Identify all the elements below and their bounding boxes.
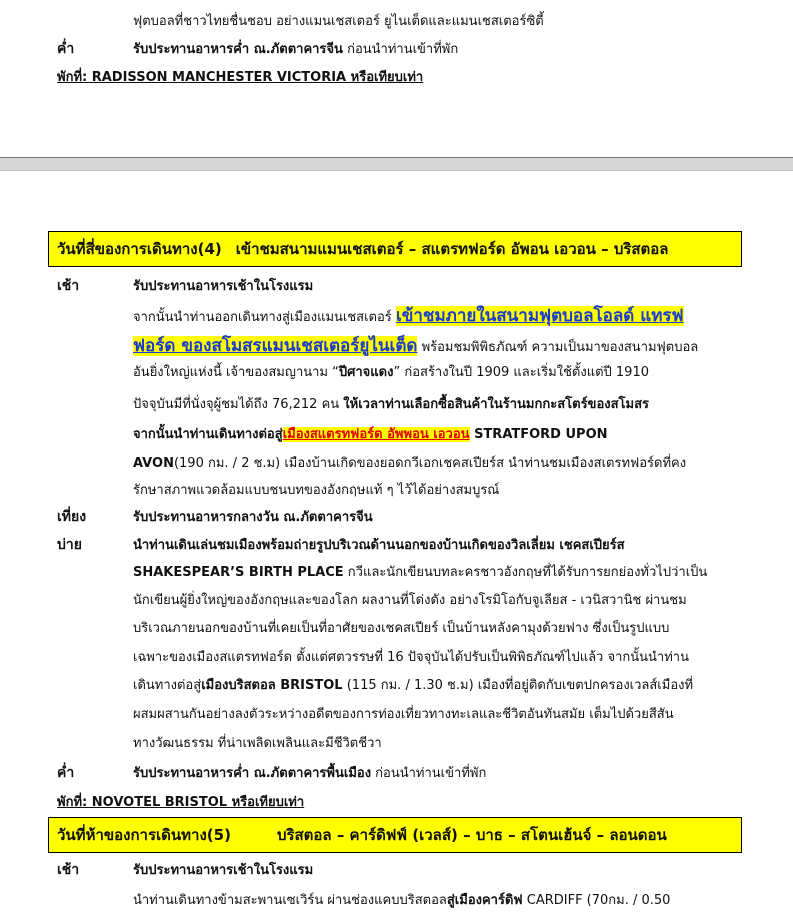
dinner-line: รับประทานอาหารค่ำ ณ.ภัตตาคารจีน ก่อนนำท่านเข้าที่พัก xyxy=(133,42,459,57)
body-line: ผสมผสานกันอย่างลงตัวระหว่างอดีตของการท่องเที่ยวทางทะเลและชีวิตอันทันสมัย เต็มไปด้วยสีสัน xyxy=(133,707,674,722)
body-line: ฟุตบอลที่ชาวไทยชื่นชอบ อย่างแมนเชสเตอร์ ยูไนเต็ดและแมนเชสเตอร์ซิตี้ xyxy=(133,14,544,29)
body-line: รักษาสภาพแวดล้อมแบบชนบทของอังกฤษแท้ ๆ ไว้ได้อย่างสมบูรณ์ xyxy=(133,483,500,498)
meal-label-morning: เช้า xyxy=(57,862,80,878)
body-line: จากนั้นนำท่านเดินทางต่อสู่เมืองสแตรทฟอร์ด อัพพอน เอวอน STRATFORD UPON xyxy=(133,427,608,442)
body-line: ปัจจุบันมีที่นั่งจุผู้ชมได้ถึง 76,212 คน ให้เวลาท่านเลือกซื้อสินค้าในร้านมกกะสโตร์ของสโมสร xyxy=(133,397,649,412)
highlight-old-trafford: เข้าชมภายในสนามฟุตบอลโอลด์ แทรฟ xyxy=(395,306,684,326)
meal-label-morning: เช้า xyxy=(57,278,80,294)
body-line: นักเขียนผู้ยิ่งใหญ่ของอังกฤษและของโลก ผลงานที่โด่งดัง อย่างโรมิโอกับจูเลียส - เวนิสวานิช ผ่านชม xyxy=(133,593,687,608)
body-line: บริเวณภายนอกของบ้านที่เคยเป็นที่อาศัยของเชคสเปียร์ เป็นบ้านหลังคามุงด้วยฟาง ซึ่งเป็นรูปแบบ xyxy=(133,621,670,636)
body-line: นำท่านเดินทางข้ามสะพานเซเวิร์น ผ่านช่องแคบบริสตอลสู่เมืองคาร์ดิฟ CARDIFF (70กม. / 0.50 xyxy=(133,893,671,908)
day4-title: วันที่สี่ของการเดินทาง(4) xyxy=(57,240,222,258)
body-line: AVON(190 กม. / 2 ช.ม) เมืองบ้านเกิดของยอดกวีเอกเชคสเปียร์ส นำท่านชมเมืองสเตรทฟอร์ดที่คง xyxy=(133,456,687,471)
breakfast-line: รับประทานอาหารเช้าในโรงแรม xyxy=(133,279,314,294)
body-line: ทางวัฒนธรรม ที่น่าเพลิดเพลินและมีชีวิตชีวา xyxy=(133,736,382,751)
highlight-stratford: เมืองสแตรทฟอร์ด อัพพอน เอวอน xyxy=(282,427,470,442)
meal-label-lunch: เที่ยง xyxy=(57,509,87,525)
body-line: SHAKESPEAR’S BIRTH PLACE กวีและนักเขียนบทละครชาวอังกฤษที่ได้รับการยกย่องทั่วไปว่าเป็น xyxy=(133,565,708,580)
document-page-1 xyxy=(0,0,793,158)
meal-label-dinner: ค่ำ xyxy=(57,765,75,781)
day5-route: บริสตอล – คาร์ดิฟฟ์ (เวลส์) – บาธ – สโตนเฮ้นจ์ – ลอนดอน xyxy=(276,826,667,844)
body-line: นำท่านเดินเล่นชมเมืองพร้อมถ่ายรูปบริเวณด้านนอกของบ้านเกิดของวิลเลี่ยม เชคสเปียร์ส xyxy=(133,538,625,553)
lunch-line: รับประทานอาหารกลางวัน ณ.ภัตตาคารจีน xyxy=(133,510,373,525)
body-line: ฟอร์ด ของสโมสรแมนเชสเตอร์ยูไนเต็ด พร้อมชมพิพิธภัณฑ์ ความเป็นมาของสนามฟุตบอล xyxy=(133,336,699,356)
body-line: เดินทางต่อสู่เมืองบริสตอล BRISTOL (115 กม. / 1.30 ช.ม) เมืองที่อยู่ติดกับเขตปกครองเวลส์เมืองที่ xyxy=(133,678,694,693)
day4-route: เข้าชมสนามแมนเชสเตอร์ – สแตรทฟอร์ด อัพอน เอวอน – บริสตอล xyxy=(235,240,669,258)
breakfast-line: รับประทานอาหารเช้าในโรงแรม xyxy=(133,863,314,878)
document-page-2 xyxy=(0,170,793,924)
hotel-line: พักที่: RADISSON MANCHESTER VICTORIA หรือเทียบเท่า xyxy=(57,70,424,85)
day5-banner xyxy=(48,817,742,853)
meal-label-afternoon: บ่าย xyxy=(57,537,82,553)
body-line: จากนั้นนำท่านออกเดินทางสู่เมืองแมนเชสเตอร์ เข้าชมภายในสนามฟุตบอลโอลด์ แทรฟ xyxy=(133,306,684,326)
body-line: เฉพาะของเมืองสแตรทฟอร์ด ตั้งแต่ศตวรรษที่ 16 ปัจจุบันได้ปรับเป็นพิพิธภัณฑ์ไปแล้ว จากนั้นนำท่าน xyxy=(133,650,689,665)
meal-label-dinner: ค่ำ xyxy=(57,41,75,57)
dinner-line: รับประทานอาหารค่ำ ณ.ภัตตาคารพื้นเมือง ก่อนนำท่านเข้าที่พัก xyxy=(133,766,487,781)
highlight-manutd: ฟอร์ด ของสโมสรแมนเชสเตอร์ยูไนเต็ด xyxy=(133,336,418,356)
day4-banner xyxy=(48,231,742,267)
hotel-line: พักที่: NOVOTEL BRISTOL หรือเทียบเท่า xyxy=(57,795,305,810)
body-line: อันยิ่งใหญ่แห่งนี้ เจ้าของสมญานาม “ปีศาจแดง” ก่อสร้างในปี 1909 และเริ่มใช้ตั้งแต่ปี 1910 xyxy=(133,365,649,380)
day5-title: วันที่ห้าของการเดินทาง(5) xyxy=(57,826,231,844)
